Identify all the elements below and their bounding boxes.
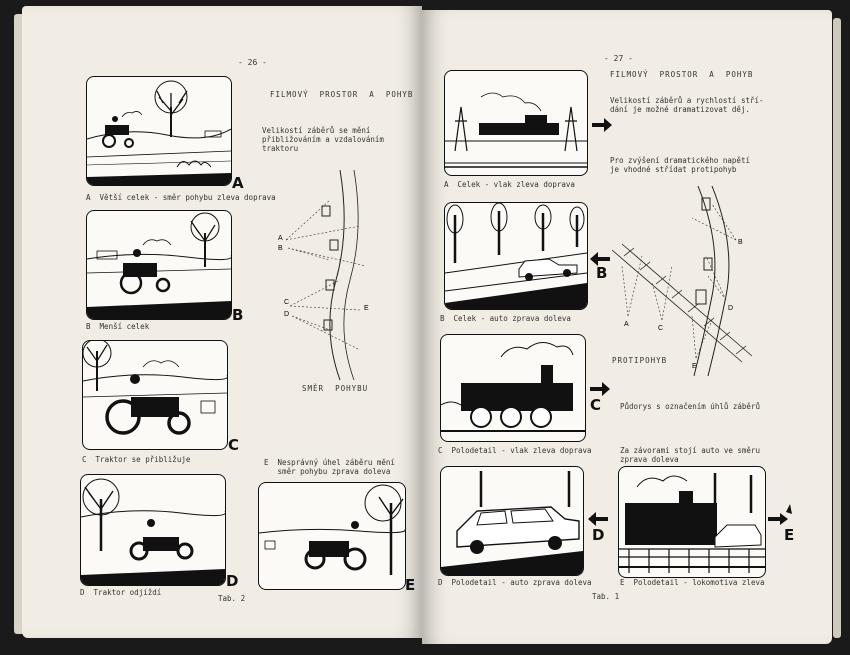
diagram-caption-left: SMĚR POHYBU: [302, 384, 369, 393]
arrow-right-a: [592, 118, 612, 132]
illustration-tractor-approaching: [82, 340, 228, 450]
illustration-car-medium: [440, 466, 584, 576]
frame-letter-c: C: [228, 436, 240, 454]
frame-letter-e: E: [405, 576, 416, 594]
caption-right-e: E Polodetail - lokomotiva zleva: [620, 578, 765, 587]
caption-left-c: C Traktor se přibližuje: [82, 455, 191, 464]
plan-label-b: B: [738, 239, 743, 246]
plan-label-a: A: [624, 321, 629, 328]
intro-right: Velikostí záběrů a rychlostí stří- dání je možné dramatizovat děj.: [610, 96, 764, 114]
illustration-train-wide: [444, 70, 588, 176]
caption-left-d: D Traktor odjíždí: [80, 588, 162, 597]
protipohyb-label: PROTIPOHYB: [612, 356, 668, 365]
frame-letter-right-c: C: [590, 396, 602, 414]
page-number-left: - 26 -: [238, 58, 267, 67]
heading-right: FILMOVÝ PROSTOR A POHYB: [610, 70, 754, 79]
note-right: Pro zvýšení dramatického napětí je vhodné střídat protipohyb: [610, 156, 750, 174]
illustration-tractor-wrong-angle: [258, 482, 406, 590]
illustration-tractor-wide: [86, 76, 232, 186]
frame-letter-d: D: [226, 572, 239, 590]
plan-caption: Půdorys s označením úhlů záběrů: [620, 402, 760, 411]
page-number-right: - 27 -: [604, 54, 633, 63]
caption-right-a: A Celek - vlak zleva doprava: [444, 180, 575, 189]
frame-letter-b: B: [232, 306, 244, 324]
intro-left: Velikostí záběrů se mění přibližováním a vzdalováním traktoru: [262, 126, 384, 153]
plan-label-c: C: [658, 325, 664, 332]
caption-left-b: B Menší celek: [86, 322, 150, 331]
caption-right-b: B Celek - auto zprava doleva: [440, 314, 571, 323]
caption-right-d: D Polodetail - auto zprava doleva: [438, 578, 592, 587]
caption-left-a: A Větší celek - směr pohybu zleva doprava: [86, 193, 276, 202]
barrier-note: Za závorami stojí auto ve směru zprava doleva: [620, 446, 760, 464]
diagram-label-d: D: [284, 311, 290, 318]
crossing-plan-diagram: [612, 186, 762, 376]
caption-left-e: E Nesprávný úhel záběru mění směr pohybu zprava doleva: [264, 458, 395, 476]
illustration-tractor-leaving: [80, 474, 226, 586]
diagram-label-a: A: [278, 235, 283, 242]
book-edge-right: [833, 18, 841, 638]
frame-letter-right-b: B: [596, 264, 608, 282]
diagram-label-b: B: [278, 245, 283, 252]
plan-label-d: D: [728, 305, 734, 312]
caption-right-c: C Polodetail - vlak zleva doprava: [438, 446, 592, 455]
plan-label-e: E: [692, 363, 697, 370]
table-label-right: Tab. 1: [592, 592, 620, 601]
illustration-train-medium: [440, 334, 586, 442]
table-label-left: Tab. 2: [218, 594, 246, 603]
frame-letter-right-e: E: [784, 526, 795, 544]
illustration-tractor-medium: [86, 210, 232, 320]
diagram-label-c: C: [284, 299, 290, 306]
arrow-left-d: [588, 512, 608, 526]
arrow-right-c: [590, 382, 610, 396]
illustration-car-wide: [444, 202, 588, 310]
heading-left: FILMOVÝ PROSTOR A POHYB: [270, 90, 414, 99]
diagram-label-e: E: [364, 305, 369, 312]
frame-letter-a: A: [232, 174, 244, 192]
movement-direction-diagram: [270, 170, 390, 380]
arrow-right-down-e: [768, 504, 794, 526]
frame-letter-right-d: D: [592, 526, 605, 544]
illustration-locomotive: [618, 466, 766, 578]
